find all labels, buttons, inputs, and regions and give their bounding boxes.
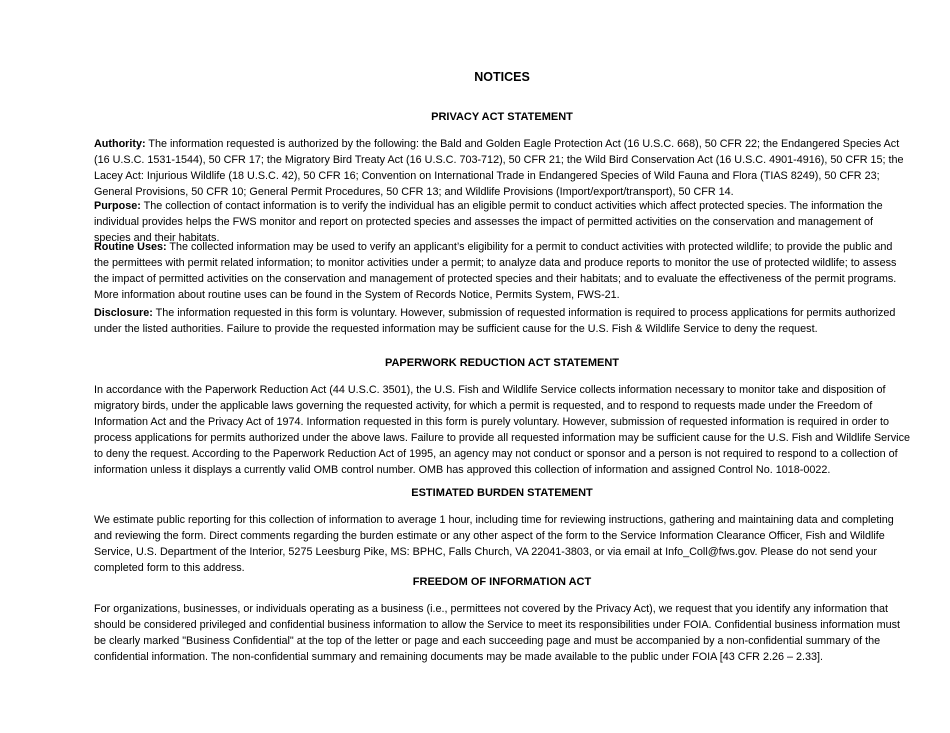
disclosure-label: Disclosure: — [94, 307, 153, 319]
routine-uses-paragraph — [94, 239, 910, 303]
foia-paragraph: For organizations, businesses, or individuals operating as a business (i.e., permittees not covered by the Privacy Act), we request that you identify any information that should be considered privileged and confidential business information to allow the Service to meet its responsibilities under FOIA. Confidential business information must be clearly marked "Business Confidential" at the top of the letter or page and each succeeding page and must be accompanied by a non-confidential summary of the confidential information. The non-confidential summary and remaining documents may be made available to the public under FOIA [43 CFR 2.26 – 2.33]. — [94, 603, 900, 663]
routine-uses-text: The collected information may be used to verify an applicant’s eligibility for a permit to conduct activities with protected wildlife; to provide the public and the permittees with permit related information; to monitor activities under a permit; to analyze data and produce reports to monitor the use of protected wildlife; to assess the impact of permitted activities on the conservation and management of protected species and their habitats; and to evaluate the effectiveness of the permit programs. More information about routine uses can be found in the System of Records Notice, Permits System, FWS-21. — [94, 241, 897, 301]
purpose-label: Purpose: — [94, 200, 141, 212]
authority-paragraph — [94, 136, 910, 200]
burden-paragraph: We estimate public reporting for this collection of information to average 1 hour, including time for reviewing instructions, gathering and maintaining data and completing and reviewing the form. Direct comments regarding the burden estimate or any other aspect of the form to the Service Information Clearance Officer, Fish and Wildlife Service, U.S. Department of the Interior, 5275 Leesburg Pike, MS: BPHC, Falls Church, VA 22041-3803, or via email at Info_Coll@fws.gov. Please do not send your completed form to this address. — [94, 514, 894, 574]
disclosure-text: The information requested in this form is voluntary. However, submission of requested information is required to process applications for permits authorized under the listed authorities. Failure to provide the requested information may be sufficient cause for the U.S. Fish & Wildlife Service to deny the request. — [94, 307, 896, 335]
page-title: NOTICES — [474, 70, 530, 84]
authority-text: The information requested is authorized by the following: the Bald and Golden Eagle Protection Act (16 U.S.C. 668), 50 CFR 22; the Endangered Species Act (16 U.S.C. 1531-1544), 50 CFR 17; the Migratory Bird Treaty Act (16 U.S.C. 703-712), 50 CFR 21; the Wild Bird Conservation Act (16 U.S.C. 4901-4916), 50 CFR 15; the Lacey Act: Injurious Wildlife (18 U.S.C. 42), 50 CFR 16; Convention on International Trade in Endangered Species of Wild Fauna and Flora (TIAS 8249), 50 CFR 23; General Provisions, 50 CFR 10; General Permit Procedures, 50 CFR 13; and Wildlife Provisions (Import/export/transport), 50 CFR 14. — [94, 138, 904, 198]
burden-heading: ESTIMATED BURDEN STATEMENT — [411, 487, 593, 499]
authority-label: Authority: — [94, 138, 146, 150]
routine-uses-label: Routine Uses: — [94, 241, 167, 253]
paperwork-paragraph: In accordance with the Paperwork Reduction Act (44 U.S.C. 3501), the U.S. Fish and Wildlife Service collects information necessary to monitor take and disposition of migratory birds, under the applicable laws governing the requested activity, for which a permit is requested, and to respond to requests made under the Freedom of Information Act and the Privacy Act of 1974. Information requested in this form is purely voluntary. However, submission of requested information is required in order to process applications for permits authorized under the above laws. Failure to provide all requested information may be sufficient cause for the U.S. Fish and Wildlife Service to deny the request. According to the Paperwork Reduction Act of 1995, an agency may not conduct or sponsor and a person is not required to respond to a collection of information unless it displays a currently valid OMB control number. OMB has approved this collection of information and assigned Control No. 1018-0022. — [94, 384, 910, 476]
paperwork-heading: PAPERWORK REDUCTION ACT STATEMENT — [384, 357, 620, 369]
disclosure-paragraph — [94, 305, 910, 337]
purpose-text: The collection of contact information is to verify the individual has an eligible permit to conduct activities which affect protected species. The information the individual provides helps the FWS monitor and report on protected species and assesses the impact of permitted activities on the conservation and management of species and their habitats. — [94, 200, 883, 244]
privacy-act-heading: PRIVACY ACT STATEMENT — [431, 111, 573, 123]
foia-heading: FREEDOM OF INFORMATION ACT — [412, 576, 592, 588]
